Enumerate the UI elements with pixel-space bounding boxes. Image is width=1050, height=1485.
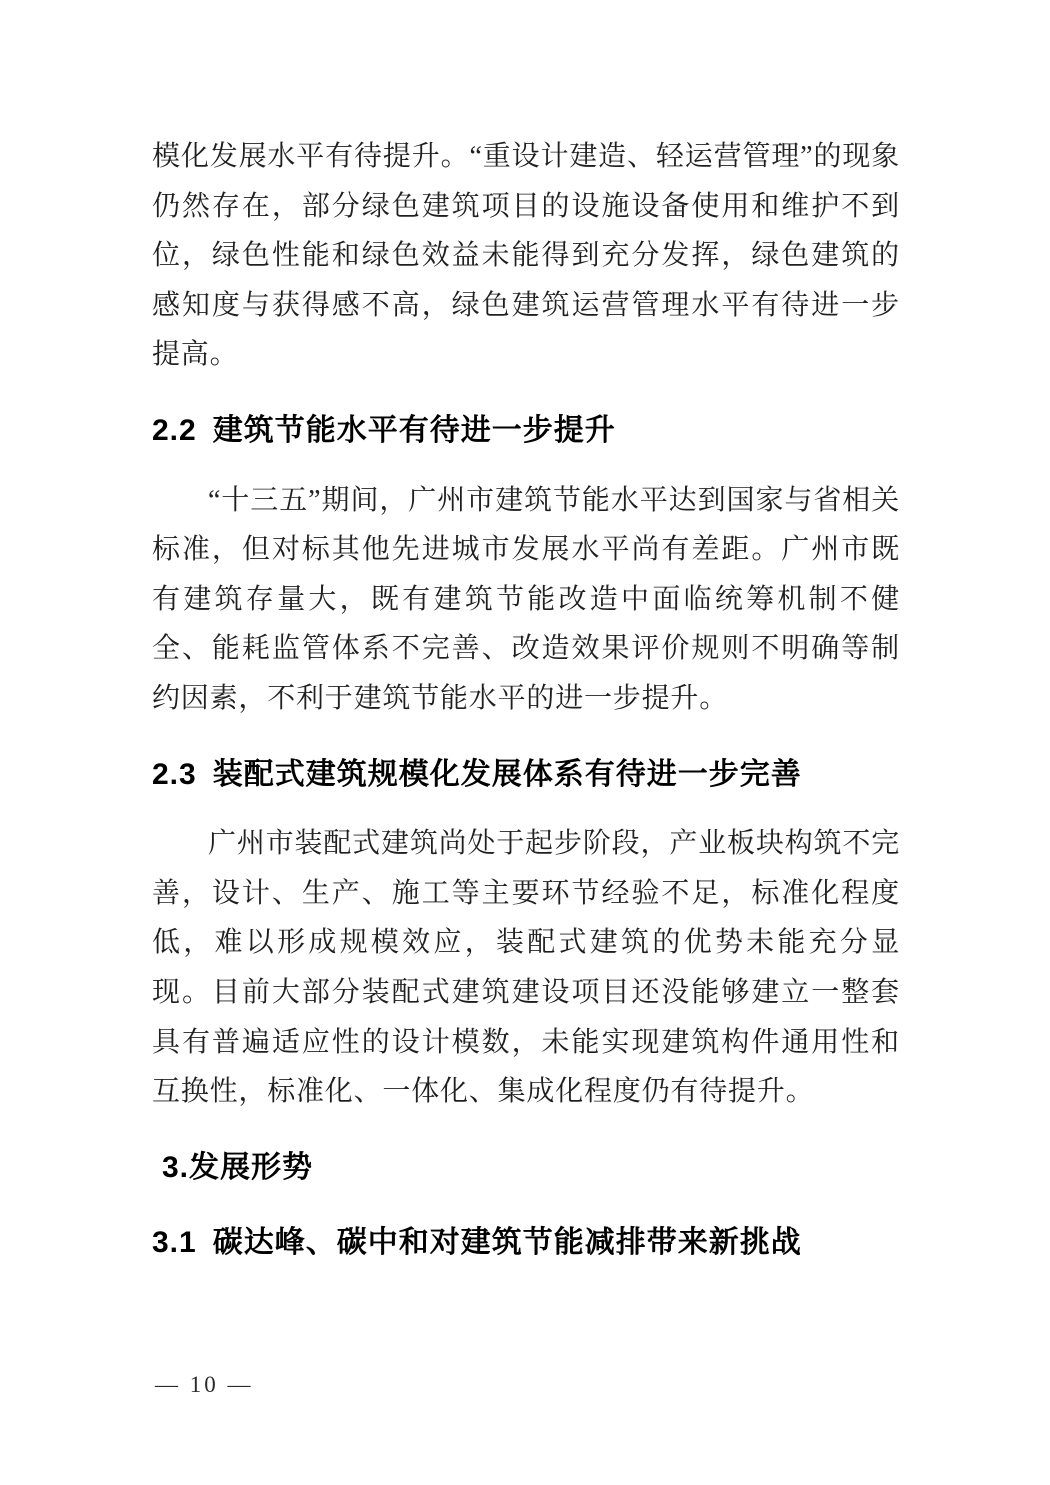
paragraph-section-2-2: “十三五”期间，广州市建筑节能水平达到国家与省相关标准，但对标其他先进城市发展水平尚有差距。广州市既有建筑存量大，既有建筑节能改造中面临统筹机制不健全、能耗监管体系不完善、改造效果评价规则不明确等制约因素，不利于建筑节能水平的进一步提升。	[152, 484, 900, 714]
section-title-3-1: 碳达峰、碳中和对建筑节能减排带来新挑战	[212, 1226, 802, 1260]
section-number-2-2: 2.2	[152, 413, 197, 447]
section-number-3: 3.	[162, 1150, 190, 1184]
section-title-2-2: 建筑节能水平有待进一步提升	[212, 413, 616, 447]
paragraph-section-2-3: 广州市装配式建筑尚处于起步阶段，产业板块构筑不完善，设计、生产、施工等主要环节经验不足，标准化程度低，难以形成规模效应，装配式建筑的优势未能充分显现。目前大部分装配式建筑建设项目还没能够建立一整套具有普遍适应性的设计模数，未能实现建筑构件通用性和互换性，标准化、一体化、集成化程度仍有待提升。	[152, 828, 900, 1108]
heading-section-3-1	[152, 1218, 900, 1268]
section-number-2-3: 2.3	[152, 757, 197, 791]
heading-section-2-3	[152, 750, 900, 800]
heading-section-3	[152, 1143, 900, 1193]
section-title-2-3: 装配式建筑规模化发展体系有待进一步完善	[212, 757, 802, 791]
section-number-3-1: 3.1	[152, 1226, 197, 1260]
section-title-3: 发展形势	[189, 1150, 314, 1184]
paragraph-continuation: 模化发展水平有待提升。“重设计建造、轻运营管理”的现象仍然存在，部分绿色建筑项目的设施设备使用和维护不到位，绿色性能和绿色效益未能得到充分发挥，绿色建筑的感知度与获得感不高，绿色建筑运营管理水平有待进一步提高。	[152, 141, 900, 371]
heading-section-2-2	[152, 406, 900, 456]
document-content	[152, 132, 900, 1288]
page-number: — 10 —	[155, 1372, 254, 1397]
